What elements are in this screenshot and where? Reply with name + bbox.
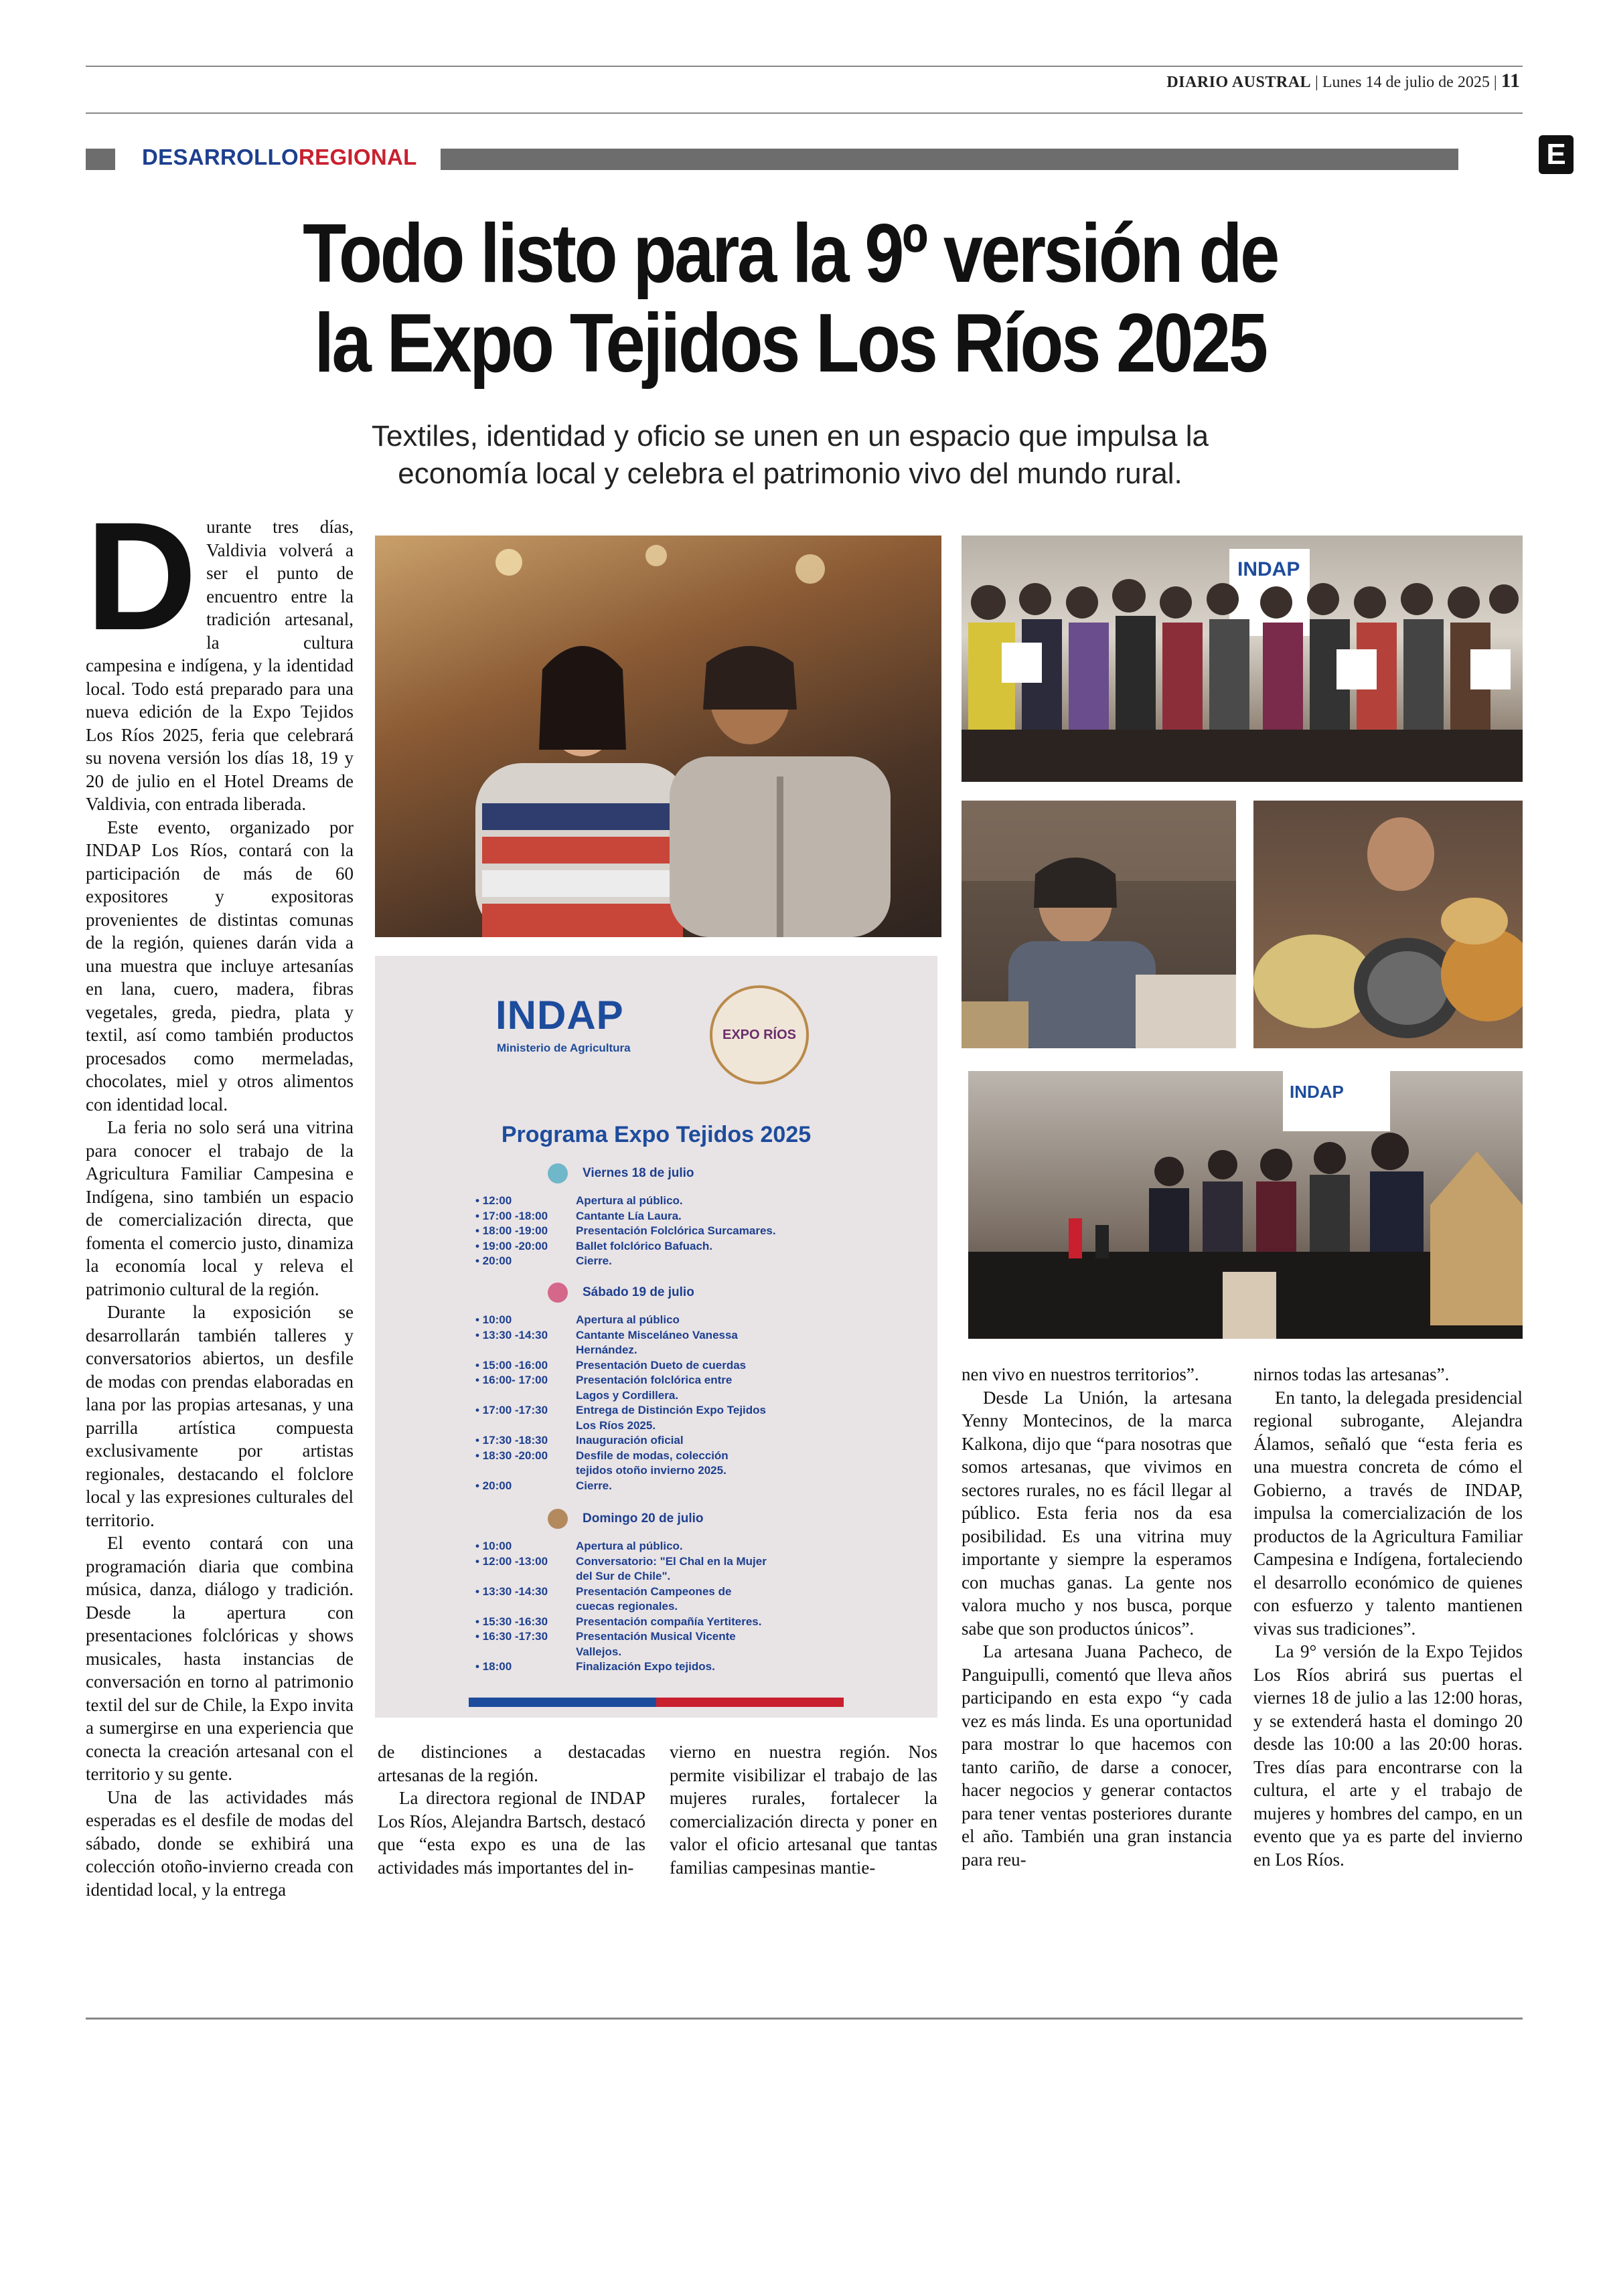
photo-group-indap-graphic — [962, 536, 1523, 782]
headline-line-2: la Expo Tejidos Los Ríos 2025 — [314, 297, 1266, 390]
masthead-separator: | — [1315, 74, 1318, 91]
section-rule-bar — [441, 149, 1458, 170]
schedule-activity: Presentación Musical Vicente — [576, 1630, 736, 1643]
paragraph: nirnos todas las artesanas”. — [1253, 1364, 1450, 1384]
photo-yarn-balls-graphic — [1253, 801, 1523, 1048]
schedule-row — [475, 1615, 761, 1629]
schedule-time: • 17:00 -18:00 — [475, 1209, 548, 1222]
section-label — [142, 145, 417, 170]
schedule-activity: Cantante Misceláneo Vanessa — [576, 1328, 738, 1341]
schedule-activity: Presentación Campeones de — [576, 1584, 732, 1598]
schedule-row — [475, 1224, 776, 1238]
schedule-activity: Presentación Folclórica Surcamares. — [576, 1224, 776, 1237]
photo-press-conference — [968, 1071, 1523, 1339]
schedule-time: • 19:00 -20:00 — [475, 1239, 548, 1252]
schedule-row — [475, 1343, 637, 1357]
paragraph: de distinciones a destacadas artesanas de la región. — [378, 1742, 645, 1785]
masthead-separator: | — [1493, 74, 1497, 91]
top-rule — [86, 66, 1523, 67]
e-logo: E — [1539, 135, 1574, 174]
schedule-activity: Finalización Expo tejidos. — [576, 1660, 715, 1673]
schedule-time: • 18:00 -19:00 — [475, 1224, 548, 1237]
schedule-time: • 16:30 -17:30 — [475, 1630, 548, 1643]
schedule-time: • 15:30 -16:30 — [475, 1615, 548, 1628]
bottom-rule — [86, 2018, 1523, 2020]
masthead — [1166, 70, 1520, 92]
photo-knitwear-models — [375, 536, 941, 937]
schedule-activity: Hernández. — [576, 1343, 637, 1356]
schedule-activity: Cierre. — [576, 1479, 612, 1492]
schedule-row — [475, 1254, 612, 1268]
ministry-label: Ministerio de Agricultura — [497, 1042, 631, 1054]
schedule-row — [475, 1374, 732, 1387]
paragraph: urante tres días, Valdivia volverá a ser el punto de encuentro entre la tradición artesanal, la cultura campesina e indígena, y la identidad local. Todo está preparado para una nueva edición de la Expo Tejidos Los Ríos 2025, feria que celebrará su novena versión los días 18, 19 y 20 de julio en el Hotel Dreams de Valdivia, con entrada liberada. — [86, 517, 354, 814]
section-label-part2: REGIONAL — [299, 145, 417, 169]
schedule-time: • 12:00 -13:00 — [475, 1554, 548, 1568]
schedule-time: • 13:30 -14:30 — [475, 1584, 548, 1598]
schedule-row — [475, 1329, 738, 1342]
schedule-activity: Apertura al público. — [576, 1540, 683, 1552]
paragraph: La feria no solo será una vitrina para conocer el trabajo de la Agricultura Familiar Campesina e Indígena, sino también un espacio de comercialización directa, que fomenta el comercio justo, dinamiza la economía local y releva el patrimonio cultural de la región. — [86, 1117, 354, 1299]
schedule-activity: Desfile de modas, colección — [576, 1449, 729, 1462]
indap-sign-text-2: INDAP — [1290, 1082, 1344, 1102]
flag-stripe — [469, 1698, 844, 1707]
day-label-friday: Viernes 18 de julio — [583, 1166, 694, 1180]
headline-line-1: Todo listo para la 9º versión de — [303, 208, 1278, 300]
schedule-activity: Conversatorio: "El Chal en la Mujer — [576, 1554, 767, 1568]
schedule-time: • 20:00 — [475, 1479, 512, 1492]
article-column-4 — [962, 1363, 1232, 1871]
schedule-activity: Presentación compañía Yertiteres. — [576, 1615, 762, 1628]
schedule-activity: Presentación Dueto de cuerdas — [576, 1358, 747, 1372]
schedule-time: • 20:00 — [475, 1254, 512, 1267]
schedule-time: • 13:30 -14:30 — [475, 1328, 548, 1341]
section-bar — [86, 138, 1566, 171]
schedule-row — [475, 1419, 656, 1432]
headline — [272, 209, 1308, 388]
paragraph: Desde La Unión, la artesana Yenny Montecinos, de la marca Kalkona, dijo que “para nosotras que somos artesanas, que vivimos en sectores rurales, no es fácil llegar al público. Esta feria nos da esa posibilidad. Es una vitrina muy importante y siempre la esperamos con muchas ganas. La gente nos valora mucho y nos busca, porque sabe que son productos únicos”. — [962, 1387, 1232, 1639]
schedule-activity: Lagos y Cordillera. — [576, 1388, 679, 1402]
paragraph: La artesana Juana Pacheco, de Panguipulli, comentó que lleva años participando en esta expo “y cada vez es más linda. Es una oportunidad para mostrar lo que hacemos con tanto cariño, de darse a conocer, hacer negocios y generar contactos para tener ventas posteriores durante el año. También una gran instancia para reu- — [962, 1641, 1232, 1870]
paragraph: La directora regional de INDAP Los Ríos, Alejandra Bartsch, destacó que “esta expo es una de las actividades más importantes del in- — [378, 1788, 645, 1878]
yarn-ball-icon — [548, 1283, 568, 1303]
schedule-row — [475, 1645, 621, 1659]
schedule-activity: cuecas regionales. — [576, 1600, 678, 1613]
schedule-activity: Los Ríos 2025. — [576, 1418, 656, 1432]
schedule-time: • 16:00- 17:00 — [475, 1374, 548, 1386]
schedule-activity: Entrega de Distinción Expo Tejidos — [576, 1404, 767, 1416]
schedule-row — [475, 1660, 715, 1673]
schedule-row — [475, 1210, 682, 1223]
photo-press-conference-graphic — [968, 1071, 1523, 1339]
photo-knitwear-models-graphic — [375, 536, 941, 937]
article-column-3 — [670, 1740, 937, 1879]
issue-date: Lunes 14 de julio de 2025 — [1322, 74, 1490, 91]
schedule-row — [475, 1479, 612, 1493]
day-label-saturday: Sábado 19 de julio — [583, 1285, 694, 1299]
paragraph: Una de las actividades más esperadas es el desfile de modas del sábado, donde se exhibirá una colección otoño-invierno creada con identidad local, y la entrega — [86, 1787, 354, 1900]
paragraph: Durante la exposición se desarrollarán también talleres y conversatorios abiertos, un desfile de modas con prendas elaboradas en lana por las propias artesanas, y una parrilla artística compuesta exclusivamente por artistas regionales, destacando el folclore local y las expresiones culturales del territorio. — [86, 1302, 354, 1530]
article-column-2 — [378, 1740, 645, 1879]
schedule-row — [475, 1359, 746, 1372]
drop-cap: D — [86, 490, 198, 662]
subheadline: Textiles, identidad y oficio se unen en un espacio que impulsa la economía local y celebra el patrimonio vivo del mundo rural. — [372, 420, 1209, 490]
photo-artisan-woman — [962, 801, 1236, 1048]
day-label-sunday: Domingo 20 de julio — [583, 1511, 704, 1526]
schedule-row — [475, 1404, 766, 1417]
paragraph: En tanto, la delegada presidencial regional subrogante, Alejandra Álamos, señaló que “esta feria es una muestra concreta de cómo el Gobierno, a través de INDAP, impulsa la comercialización de los productos de la Agricultura Familiar Campesina e Indígena, fortaleciendo el desarrollo económico de quienes con esfuerzo y talento mantienen vivas sus tradiciones”. — [1253, 1387, 1523, 1639]
schedule-activity: Apertura al público — [576, 1313, 680, 1326]
photo-artisan-woman-graphic — [962, 801, 1236, 1048]
schedule-row — [475, 1540, 683, 1553]
schedule-row — [475, 1194, 683, 1208]
schedule-activity: tejidos otoño invierno 2025. — [576, 1464, 726, 1477]
article-column-1 — [86, 490, 354, 1901]
schedule-activity: Cantante Lía Laura. — [576, 1209, 682, 1222]
schedule-activity: Cierre. — [576, 1254, 612, 1267]
photo-group-indap — [962, 536, 1523, 782]
paragraph: nen vivo en nuestros territorios”. — [962, 1364, 1199, 1384]
schedule-time: • 10:00 — [475, 1313, 512, 1326]
schedule-activity: del Sur de Chile". — [576, 1570, 671, 1582]
schedule-row — [475, 1555, 767, 1568]
photo-yarn-balls — [1253, 801, 1523, 1048]
schedule-time: • 17:30 -18:30 — [475, 1434, 548, 1447]
program-title: Programa Expo Tejidos 2025 — [501, 1122, 812, 1147]
schedule-row — [475, 1464, 726, 1477]
schedule-activity: Apertura al público. — [576, 1194, 683, 1207]
paragraph: El evento contará con una programación diaria que combina música, danza, diálogo y tradición. Desde la apertura con presentaciones folclóricas y shows musicales, hasta instancias de conversación en torno al patrimonio textil del sur de Chile, la Expo invita a sumergirse en una experiencia que conecta la creación artesanal con el territorio y su gente. — [86, 1533, 354, 1784]
schedule-row — [475, 1240, 712, 1253]
yarn-ball-icon — [548, 1163, 568, 1183]
schedule-row — [475, 1449, 729, 1463]
yarn-ball-icon — [548, 1509, 568, 1529]
paragraph: Este evento, organizado por INDAP Los Ríos, contará con la participación de más de 60 expositores y expositoras provenientes de distintas comunas de la región, quienes darán vida a una muestra que incluye artesanías en lana, cuero, madera, fibras vegetales, greda, piedra, plata y textil, así como también productos procesados como mermeladas, chocolates, miel y otros alimentos con identidad local. — [86, 817, 354, 1115]
schedule-activity: Vallejos. — [576, 1645, 622, 1658]
schedule-activity: Presentación folclórica entre — [576, 1374, 733, 1386]
schedule-time: • 17:00 -17:30 — [475, 1404, 548, 1416]
schedule-time: • 15:00 -16:00 — [475, 1358, 548, 1372]
schedule-row — [475, 1313, 680, 1327]
indap-logo: INDAP — [495, 993, 624, 1038]
expo-rios-logo: EXPO RÍOS — [710, 985, 809, 1084]
schedule-time: • 18:00 — [475, 1660, 512, 1673]
schedule-row — [475, 1630, 736, 1643]
schedule-row — [475, 1600, 678, 1613]
section-marker — [86, 149, 115, 170]
publication-name: DIARIO AUSTRAL — [1166, 74, 1312, 91]
page-number: 11 — [1501, 70, 1520, 92]
paragraph: vierno en nuestra región. Nos permite visibilizar el trabajo de las mujeres rurales, fortalecer la comercialización directa y poner en valor el oficio artesanal que tantas familias campesinas mantie- — [670, 1742, 937, 1878]
article-column-5 — [1253, 1363, 1523, 1871]
schedule-row — [475, 1389, 678, 1402]
paragraph: La 9° versión de la Expo Tejidos Los Ríos abrirá sus puertas el viernes 18 de julio a las 12:00 horas, y se extenderá hasta el domingo 20 desde las 10:00 a las 20:00 horas. Tres días para encontrarse con la cultura, el arte y el trabajo de mujeres y hombres del campo, en un evento que ya es parte del invierno en Los Ríos. — [1253, 1641, 1523, 1870]
schedule-activity: Inauguración oficial — [576, 1434, 684, 1447]
schedule-time: • 12:00 — [475, 1194, 512, 1207]
schedule-row — [475, 1434, 684, 1447]
section-label-part1: DESARROLLO — [142, 145, 299, 169]
program-poster — [375, 956, 937, 1718]
schedule-row — [475, 1570, 670, 1583]
indap-sign-text: INDAP — [1237, 558, 1300, 580]
schedule-time: • 10:00 — [475, 1540, 512, 1552]
schedule-time: • 18:30 -20:00 — [475, 1449, 548, 1462]
schedule-row — [475, 1585, 731, 1598]
schedule-activity: Ballet folclórico Bafuach. — [576, 1239, 713, 1252]
masthead-rule — [86, 112, 1523, 114]
